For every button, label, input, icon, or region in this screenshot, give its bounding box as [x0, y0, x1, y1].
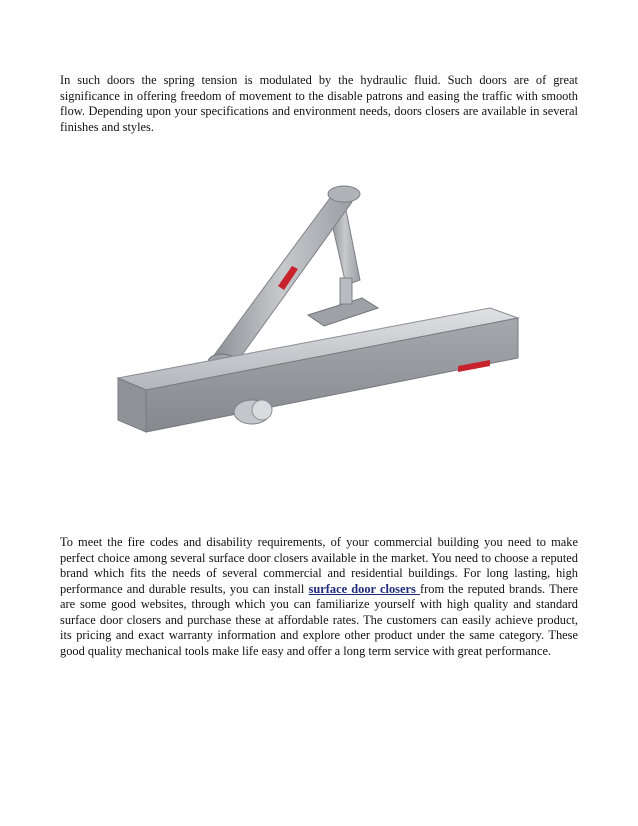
intro-paragraph: In such doors the spring tension is modulated by the hydraulic fluid. Such doors are of great significance in offering freedom of movement to the disable patrons and easing the traffic with smooth flow. Depending upon your specifications and environment needs, doors closers are available in several finishes and styles.: [60, 73, 578, 134]
knob-face: [252, 400, 272, 420]
main-paragraph: [60, 535, 578, 659]
main-paragraph-text-2: from the reputed brands. There are some good websites, through which you can familiarize yourself with high quality and standard surface door closers and purchase these at affordable rates. The customers can easily achieve product, its pricing and exact warranty information and explore other product under the same category. These good quality mechanical tools make life easy and offer a long term service with great performance.: [60, 581, 578, 658]
surface-door-closers-link[interactable]: surface door closers: [308, 581, 421, 596]
bracket-post: [340, 278, 352, 304]
main-paragraph-text-1: To meet the fire codes and disability requirements, of your commercial building you need to make perfect choice among several surface door closers available in the market. You need to choose a reputed brand which fits the needs of several commercial and residential buildings. For long lasting, high performance and durable results, you can install: [60, 535, 578, 596]
door-closer-image: [100, 170, 540, 470]
elbow-pivot: [328, 186, 360, 202]
